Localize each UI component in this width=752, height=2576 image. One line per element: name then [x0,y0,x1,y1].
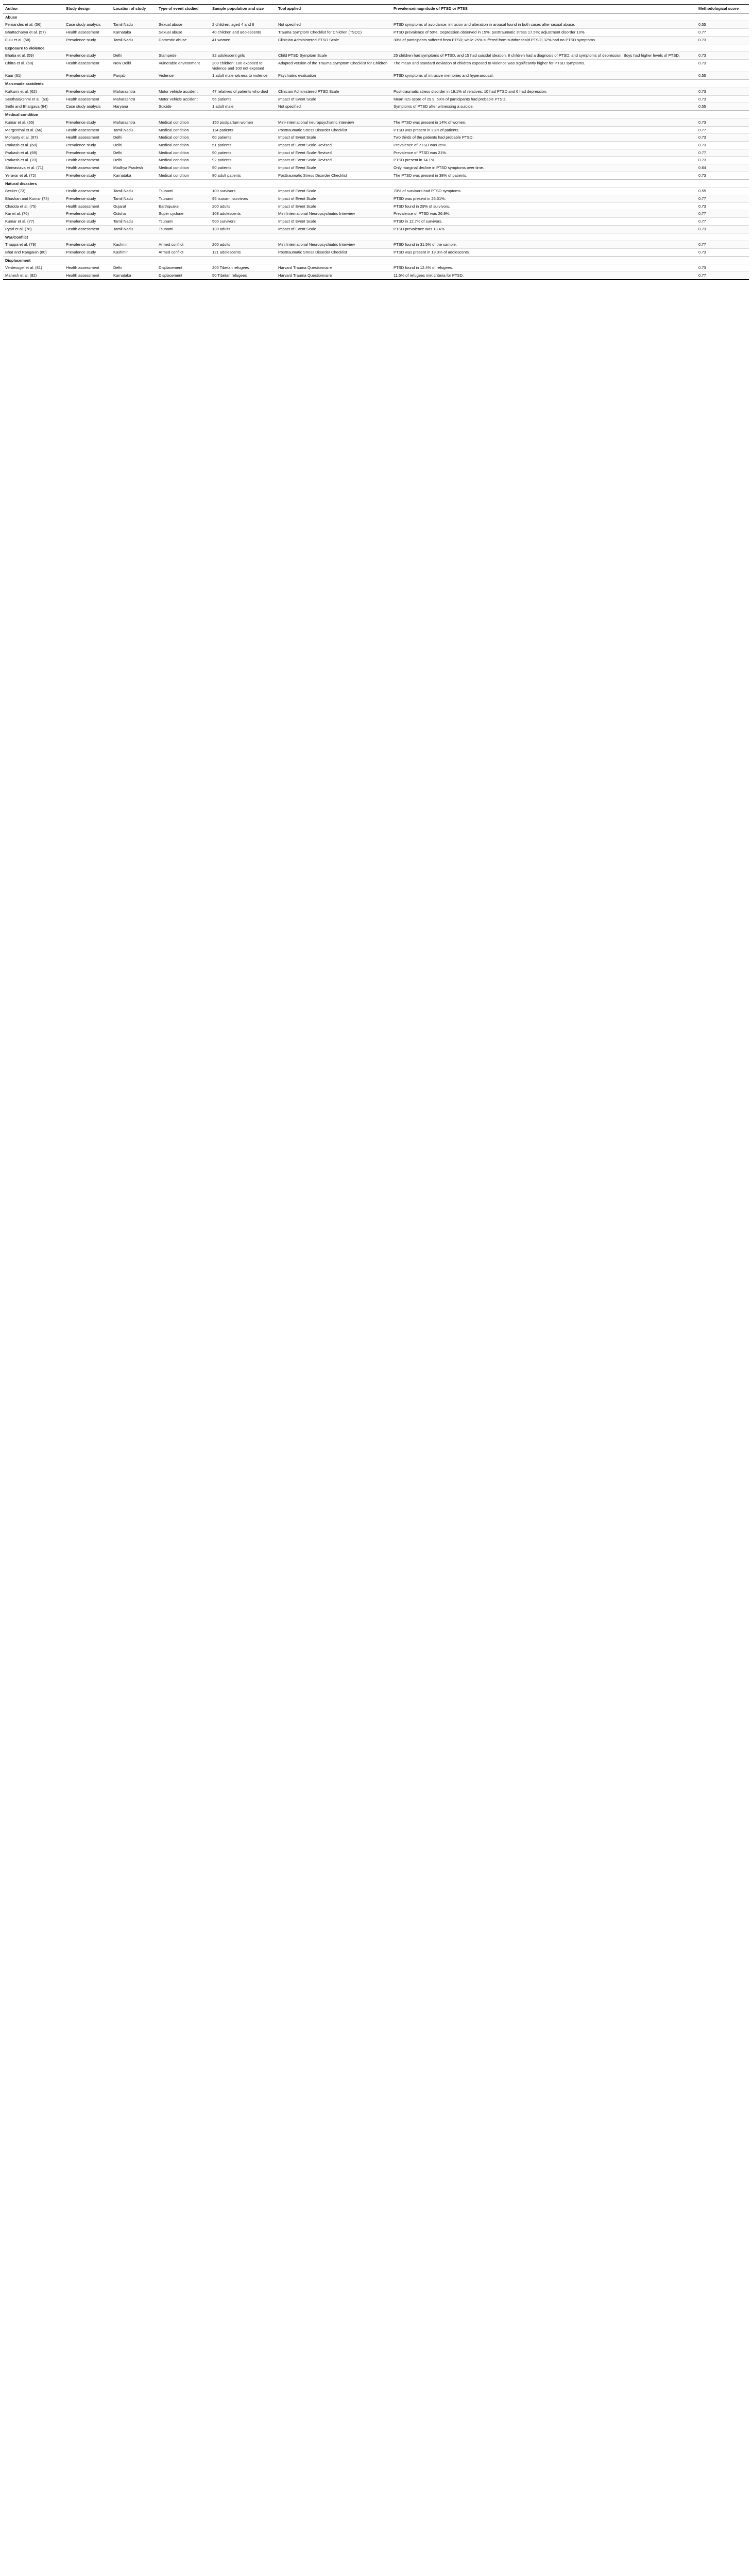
table-row [3,149,749,157]
table-row [3,21,749,29]
cell-score: 0.73 [696,225,749,233]
cell-score: 0.73 [696,172,749,179]
study-table [3,4,749,280]
cell-event-type: Motor vehicle accident [157,95,210,103]
cell-study-design: Health assessment [64,29,111,37]
cell-location: Karnataka [111,29,157,37]
cell-score: 0.55 [696,72,749,80]
cell-tool: Clinician Administered PTSD Scale [276,88,391,95]
cell-sample: 1 adult male [210,103,276,111]
cell-score: 0.55 [696,21,749,29]
cell-tool: Impact of Event Scale [276,134,391,142]
section-title: War/Conflict [3,233,749,241]
table-row [3,36,749,44]
cell-sample: 100 survivors [210,188,276,195]
cell-score: 0.77 [696,241,749,249]
header-study-design: Study design [64,5,111,13]
header-event-type: Type of event studied [157,5,210,13]
cell-study-design: Prevalence study [64,149,111,157]
cell-event-type: Medical condition [157,149,210,157]
table-row [3,52,749,60]
cell-location: Tamil Nadu [111,225,157,233]
cell-tool: Impact of Event Scale [276,202,391,210]
cell-study-design: Health assessment [64,225,111,233]
cell-prevalence: PTSD was present in 23% of patients. [391,126,696,134]
section-title: Medical condition [3,111,749,119]
cell-prevalence: Two thirds of the patients had probable PTSD. [391,134,696,142]
cell-study-design: Prevalence study [64,249,111,257]
table-row [3,195,749,202]
section-row [3,233,749,241]
cell-author: Mergenthal et al. (66) [3,126,64,134]
cell-sample: 200 children: 100 exposed to violence and 100 not exposed [210,60,276,72]
header-author: Author [3,5,64,13]
cell-sample: 60 patients [210,134,276,142]
cell-study-design: Prevalence study [64,172,111,179]
table-row [3,264,749,272]
section-title: Exposure to violence [3,44,749,52]
cell-author: Kumar et al. (77) [3,218,64,226]
cell-event-type: Medical condition [157,164,210,172]
cell-prevalence: PTSD was present in 19.3% of adolescents. [391,249,696,257]
cell-author: Kaur (61) [3,72,64,80]
cell-event-type: Armed conflict [157,249,210,257]
cell-prevalence: PTSD was present in 26.31%. [391,195,696,202]
cell-author: Kulkarni et al. (62) [3,88,64,95]
cell-score: 0.73 [696,202,749,210]
cell-sample: 500 survivors [210,218,276,226]
cell-prevalence: Prevalence of PTSD was 25%. [391,141,696,149]
cell-score: 0.77 [696,272,749,280]
cell-location: Tamil Nadu [111,126,157,134]
section-title: Man-made accidents [3,80,749,88]
cell-event-type: Tsunami [157,188,210,195]
cell-location: Tamil Nadu [111,195,157,202]
cell-tool: Posttraumatic Stress Disorder Checklist [276,172,391,179]
cell-location: Punjab [111,72,157,80]
table-row [3,172,749,179]
cell-author: Thappa et al. (79) [3,241,64,249]
cell-sample: 200 Tibetan refugees [210,264,276,272]
cell-sample: 40 children and adolescents [210,29,276,37]
cell-study-design: Prevalence study [64,36,111,44]
cell-prevalence: PTSD symptoms of avoidance, intrusion and alteration in arousal found in both cases after sexual abuse. [391,21,696,29]
header-location: Location of study [111,5,157,13]
cell-location: Tamil Nadu [111,218,157,226]
cell-study-design: Health assessment [64,164,111,172]
table-row [3,164,749,172]
cell-sample: 32 adolescent girls [210,52,276,60]
cell-study-design: Prevalence study [64,141,111,149]
cell-score: 0.73 [696,157,749,164]
header-prevalence: Prevalence/magnitude of PTSD or PTSS [391,5,696,13]
table-body [3,13,749,279]
section-title: Natural disasters [3,179,749,188]
cell-study-design: Prevalence study [64,241,111,249]
cell-author: Yeravar et al. (72) [3,172,64,179]
cell-location: Tamil Nadu [111,21,157,29]
cell-prevalence: 11.5% of refugees met criteria for PTSD. [391,272,696,280]
cell-study-design: Case study analysis [64,21,111,29]
cell-author: Fernandes et al. (56) [3,21,64,29]
table-row [3,134,749,142]
cell-prevalence: PTSD found in 12.4% of refugees. [391,264,696,272]
cell-event-type: Tsunami [157,218,210,226]
cell-event-type: Super cyclone [157,210,210,218]
cell-location: New Delhi [111,60,157,72]
cell-score: 0.55 [696,188,749,195]
table-row [3,103,749,111]
cell-score: 0.73 [696,264,749,272]
cell-tool: Impact of Event Scale-Revised [276,157,391,164]
cell-score: 0.77 [696,218,749,226]
cell-prevalence: The PTSD was present in 38% of patients. [391,172,696,179]
cell-score: 0.77 [696,210,749,218]
section-title: Abuse [3,13,749,21]
cell-prevalence: 25 children had symptoms of PTSD, and 15 had suicidal ideation; 8 children had a diagnosis of PTSD, and symptoms of depression. Boys had higher levels of PTSD. [391,52,696,60]
cell-event-type: Stampede [157,52,210,60]
cell-location: Delhi [111,134,157,142]
cell-author: Prakash et al. (70) [3,157,64,164]
cell-sample: 47 relatives of patients who died [210,88,276,95]
cell-study-design: Health assessment [64,264,111,272]
cell-event-type: Medical condition [157,172,210,179]
cell-sample: 200 adults [210,202,276,210]
cell-sample: 90 patients [210,149,276,157]
cell-study-design: Health assessment [64,157,111,164]
cell-author: Kumar et al. (65) [3,118,64,126]
table-row [3,126,749,134]
cell-location: Karnataka [111,172,157,179]
cell-tool: Impact of Event Scale-Revised [276,149,391,157]
table-row [3,141,749,149]
cell-score: 0.77 [696,126,749,134]
cell-tool: Impact of Event Scale [276,164,391,172]
cell-sample: 95 tsunami survivors [210,195,276,202]
cell-score: 0.73 [696,134,749,142]
cell-event-type: Medical condition [157,118,210,126]
table-row [3,225,749,233]
cell-sample: 50 patients [210,164,276,172]
table-row [3,241,749,249]
cell-event-type: Earthquake [157,202,210,210]
cell-event-type: Suicide [157,103,210,111]
cell-tool: Posttraumatic Stress Disorder Checklist [276,249,391,257]
cell-event-type: Domestic abuse [157,36,210,44]
cell-sample: 200 adults [210,241,276,249]
cell-author: Pyari et al. (78) [3,225,64,233]
cell-score: 0.73 [696,88,749,95]
table-row [3,118,749,126]
table-row [3,272,749,280]
cell-score: 0.77 [696,149,749,157]
table-row [3,188,749,195]
cell-sample: 80 adult patients [210,172,276,179]
cell-location: Maharashtra [111,95,157,103]
cell-prevalence: The PTSD was present in 14% of women. [391,118,696,126]
cell-location: Karnataka [111,272,157,280]
cell-author: Kar et al. (76) [3,210,64,218]
cell-score: 0.73 [696,118,749,126]
cell-prevalence: PTSD found in 31.5% of the sample. [391,241,696,249]
section-row [3,111,749,119]
cell-tool: Impact of Event Scale [276,188,391,195]
cell-location: Tamil Nadu [111,188,157,195]
cell-prevalence: Prevalence of PTSD was 21%. [391,149,696,157]
cell-tool: Harvard Trauma Questionnaire [276,272,391,280]
cell-event-type: Sexual abuse [157,29,210,37]
cell-study-design: Health assessment [64,60,111,72]
cell-prevalence: PTSD prevalence of 50%. Depression observed in 15%; posttraumatic stress 17.5%; adjustment disorder 10%. [391,29,696,37]
cell-author: Chadda et al. (75) [3,202,64,210]
table-header-row [3,5,749,13]
cell-author: Bhattacharya et al. (57) [3,29,64,37]
cell-location: Delhi [111,264,157,272]
cell-study-design: Prevalence study [64,72,111,80]
table-row [3,95,749,103]
cell-score: 0.73 [696,95,749,103]
cell-tool: Mini International Neuropsychiatric Interview [276,210,391,218]
cell-event-type: Medical condition [157,126,210,134]
table-row [3,88,749,95]
cell-sample: 41 women [210,36,276,44]
cell-score: 0.73 [696,141,749,149]
cell-location: Delhi [111,141,157,149]
cell-tool: Mini International Neuropsychiatric Interview [276,241,391,249]
cell-study-design: Prevalence study [64,88,111,95]
cell-author: Sethi and Bhargava (64) [3,103,64,111]
cell-study-design: Health assessment [64,202,111,210]
cell-prevalence: The mean and standard deviation of children exposed to violence was significantly higher for PTSD symptoms. [391,60,696,72]
table-row [3,29,749,37]
cell-location: Delhi [111,157,157,164]
section-row [3,256,749,264]
cell-prevalence: PTSD present in 14.1%. [391,157,696,164]
cell-tool: Mini-international neuropsychiatric interview [276,118,391,126]
cell-study-design: Prevalence study [64,218,111,226]
table-row [3,249,749,257]
cell-location: Kashmir [111,241,157,249]
cell-author: Shrivastava et al. (71) [3,164,64,172]
cell-location: Madhya Pradesh [111,164,157,172]
cell-score: 0.73 [696,52,749,60]
cell-prevalence: PTSD in 12.7% of survivors. [391,218,696,226]
cell-author: Prakash et al. (68) [3,141,64,149]
cell-prevalence: Prevalence of PTSD was 26.9%. [391,210,696,218]
table-row [3,72,749,80]
cell-score: 0.73 [696,60,749,72]
cell-location: Haryana [111,103,157,111]
table-row [3,210,749,218]
header-tool: Tool applied [276,5,391,13]
cell-tool: Impact of Event Scale [276,218,391,226]
cell-location: Maharashtra [111,118,157,126]
document-page [0,0,752,290]
cell-event-type: Violence [157,72,210,80]
cell-tool: Impact of Event Scale [276,95,391,103]
cell-event-type: Medical condition [157,141,210,149]
cell-event-type: Tsunami [157,225,210,233]
cell-location: Tamil Nadu [111,36,157,44]
cell-sample: 150 postpartum women [210,118,276,126]
header-score: Methodological score [696,5,749,13]
table-row [3,60,749,72]
cell-tool: Adapted version of the Trauma Symptom Checklist for Children [276,60,391,72]
header-sample: Sample population and size [210,5,276,13]
cell-location: Maharashtra [111,88,157,95]
cell-event-type: Displacement [157,264,210,272]
cell-author: Bhatia et al. (59) [3,52,64,60]
cell-sample: 56 patients [210,95,276,103]
cell-sample: 108 adolescents [210,210,276,218]
cell-study-design: Prevalence study [64,118,111,126]
cell-location: Odisha [111,210,157,218]
cell-score: 0.73 [696,249,749,257]
cell-event-type: Displacement [157,272,210,280]
cell-score: 0.64 [696,164,749,172]
cell-location: Delhi [111,52,157,60]
section-row [3,80,749,88]
cell-tool: Impact of Event Scale-Revised [276,141,391,149]
cell-tool: Posttraumatic Stress Disorder Checklist [276,126,391,134]
cell-event-type: Motor vehicle accident [157,88,210,95]
section-title: Displacement [3,256,749,264]
cell-study-design: Prevalence study [64,210,111,218]
cell-sample: 130 adults [210,225,276,233]
cell-author: Chitra et al. (60) [3,60,64,72]
cell-study-design: Health assessment [64,134,111,142]
cell-author: Bhushan and Kumar (74) [3,195,64,202]
cell-sample: 51 patients [210,141,276,149]
cell-author: Mohanty et al. (67) [3,134,64,142]
cell-study-design: Case study analysis [64,103,111,111]
table-row [3,202,749,210]
section-row [3,44,749,52]
cell-prevalence: 30% of participants suffered from PTSD; while 25% suffered from subthreshold PTSD; 32% had no PTSD symptoms. [391,36,696,44]
cell-tool: Child PTSD Symptom Scale [276,52,391,60]
cell-sample: 114 patients [210,126,276,134]
cell-tool: Harvard Trauma Questionnaire [276,264,391,272]
cell-study-design: Prevalence study [64,52,111,60]
cell-study-design: Health assessment [64,272,111,280]
section-row [3,13,749,21]
cell-location: Delhi [111,149,157,157]
cell-study-design: Prevalence study [64,195,111,202]
cell-score: 0.77 [696,29,749,37]
cell-event-type: Medical condition [157,134,210,142]
cell-sample: 121 adolescents [210,249,276,257]
cell-score: 0.73 [696,36,749,44]
cell-prevalence: Symptoms of PTSD after witnessing a suicide. [391,103,696,111]
cell-prevalence: Post-traumatic stress disorder in 19.1% of relatives; 10 had PTSD and 6 had depression. [391,88,696,95]
cell-author: Fulu et al. (58) [3,36,64,44]
cell-author: Becker (73) [3,188,64,195]
cell-tool: Psychiatric evaluation [276,72,391,80]
cell-tool: Not specified [276,21,391,29]
cell-prevalence: PTSD symptoms of intrusive memories and hyperarousal. [391,72,696,80]
cell-event-type: Vulnerable environment [157,60,210,72]
cell-study-design: Health assessment [64,126,111,134]
cell-sample: 1 adult male witness to violence [210,72,276,80]
cell-location: Gujarat [111,202,157,210]
cell-study-design: Health assessment [64,95,111,103]
cell-location: Kashmir [111,249,157,257]
table-row [3,157,749,164]
cell-prevalence: 70% of survivors had PTSD symptoms. [391,188,696,195]
cell-prevalence: PTSD found in 29% of survivors. [391,202,696,210]
cell-prevalence: Only marginal decline in PTSD symptoms over time. [391,164,696,172]
cell-sample: 50 Tibetan refugees [210,272,276,280]
cell-prevalence: Mean IES score of 29.9; 60% of participants had probable PTSD. [391,95,696,103]
cell-author: Seethalakshmi et al. (63) [3,95,64,103]
cell-prevalence: PTSD prevalence was 13.4%. [391,225,696,233]
cell-event-type: Sexual abuse [157,21,210,29]
cell-study-design: Health assessment [64,188,111,195]
cell-tool: Impact of Event Scale [276,225,391,233]
cell-score: 0.55 [696,103,749,111]
cell-tool: Trauma Symptom Checklist for Children (TSCC) [276,29,391,37]
cell-author: Ventevogel et al. (81) [3,264,64,272]
cell-author: Bhat and Rangaiah (80) [3,249,64,257]
cell-author: Mahesh et al. (82) [3,272,64,280]
cell-tool: Clinician Administered PTSD Scale [276,36,391,44]
cell-tool: Impact of Event Scale [276,195,391,202]
cell-author: Prakash et al. (69) [3,149,64,157]
cell-sample: 92 patients [210,157,276,164]
cell-sample: 2 children, aged 4 and 6 [210,21,276,29]
section-row [3,179,749,188]
table-row [3,218,749,226]
cell-tool: Not specified [276,103,391,111]
cell-event-type: Armed conflict [157,241,210,249]
cell-event-type: Medical condition [157,157,210,164]
cell-event-type: Tsunami [157,195,210,202]
cell-score: 0.77 [696,195,749,202]
